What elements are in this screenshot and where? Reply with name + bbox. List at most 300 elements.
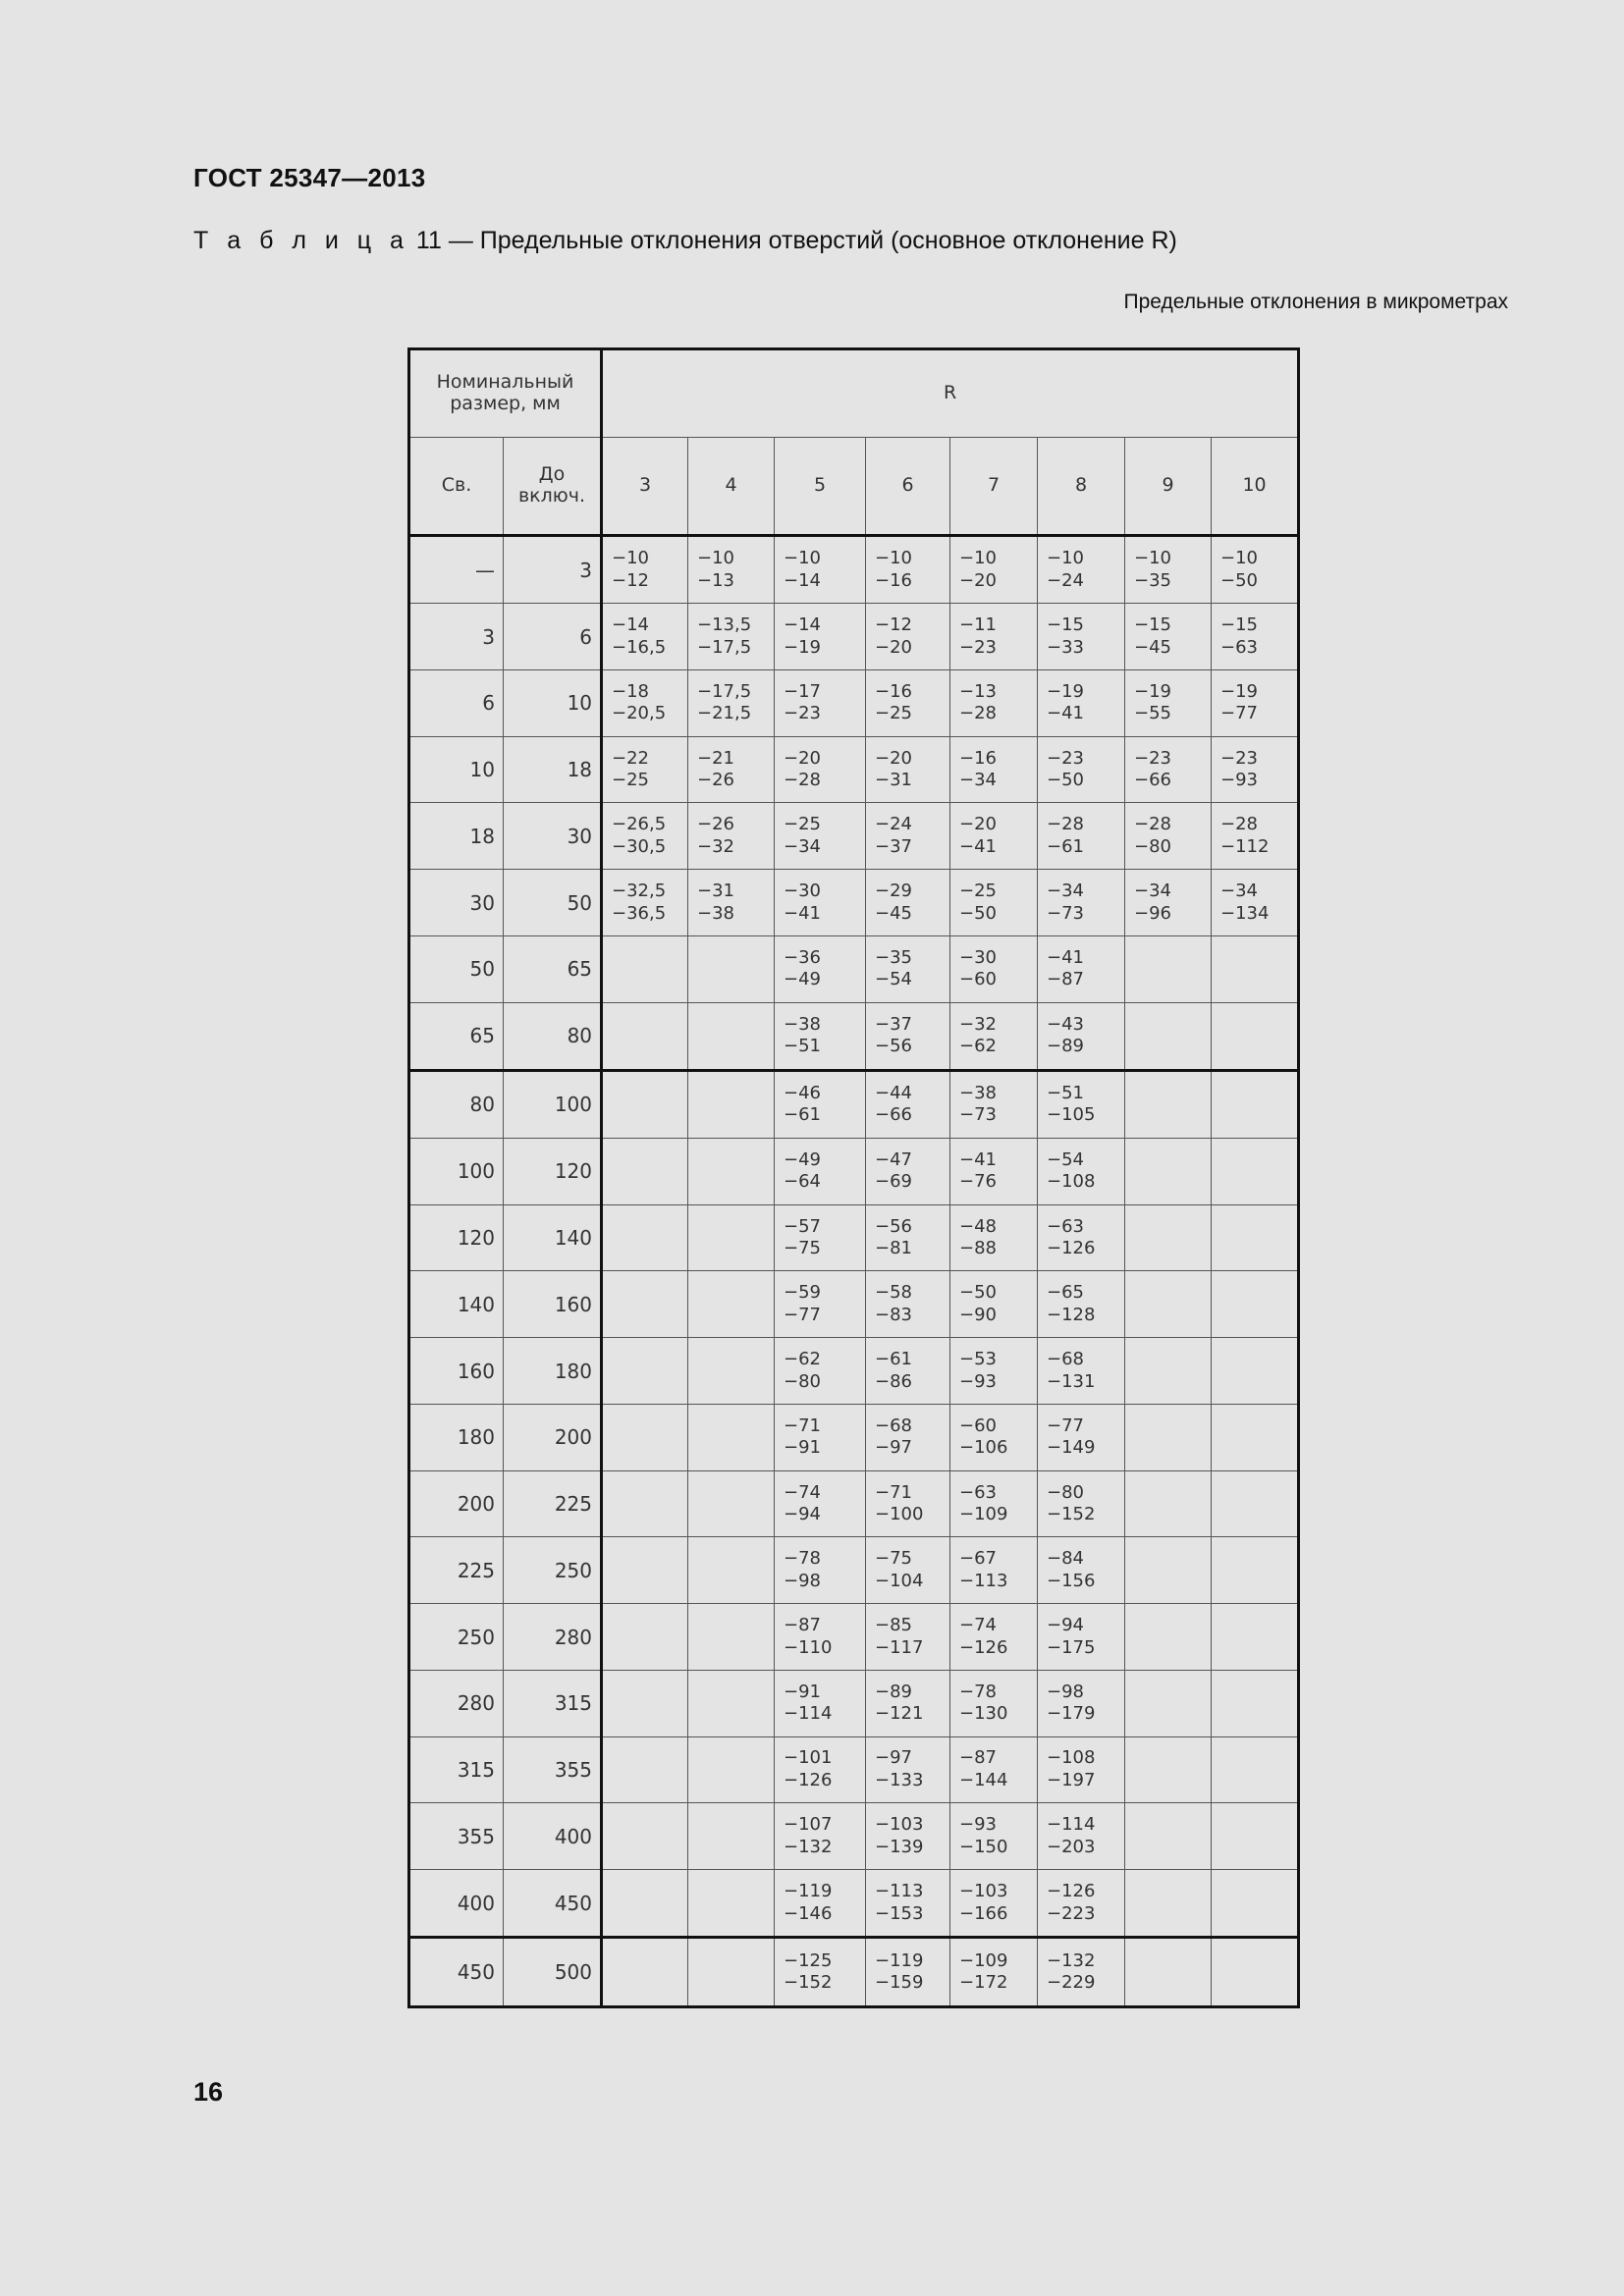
lower-deviation: −45 <box>875 902 913 924</box>
upper-deviation: −109 <box>959 1949 1008 1971</box>
lower-deviation: −128 <box>1047 1304 1096 1325</box>
table-row <box>409 1139 1299 1205</box>
deviation-cell <box>866 1404 950 1470</box>
lower-deviation: −80 <box>784 1370 822 1392</box>
deviation-cell <box>1125 1870 1212 1938</box>
lower-deviation: −114 <box>784 1703 833 1725</box>
deviation-cell <box>602 1338 688 1405</box>
upper-deviation: −98 <box>1047 1681 1085 1702</box>
table-row <box>409 870 1299 936</box>
size-upto-cell: 200 <box>504 1404 602 1470</box>
upper-deviation: −15 <box>1220 614 1259 636</box>
upper-deviation: −37 <box>875 1013 913 1035</box>
deviation-cell <box>866 803 950 870</box>
size-over-cell: 200 <box>409 1470 504 1537</box>
deviation-cell <box>775 1938 866 2007</box>
deviation-cell <box>1212 736 1299 803</box>
deviation-cell <box>688 1070 775 1138</box>
upper-deviation: −126 <box>1047 1881 1096 1902</box>
upper-deviation: −125 <box>784 1949 833 1971</box>
deviation-cell <box>950 935 1038 1002</box>
deviation-cell <box>1125 1803 1212 1870</box>
deviation-cell <box>1125 669 1212 736</box>
upper-deviation: −60 <box>959 1415 998 1436</box>
upper-deviation: −74 <box>959 1615 998 1636</box>
upper-deviation: −15 <box>1134 614 1172 636</box>
lower-deviation: −55 <box>1134 703 1172 724</box>
deviation-cell <box>775 1670 866 1736</box>
size-over-cell: 3 <box>409 604 504 670</box>
deviation-cell <box>1038 1204 1125 1271</box>
upper-deviation: −50 <box>959 1282 998 1304</box>
lower-deviation: −117 <box>875 1636 924 1658</box>
deviation-cell <box>950 1537 1038 1604</box>
lower-deviation: −66 <box>1134 770 1172 791</box>
deviation-cell <box>866 1537 950 1604</box>
deviation-cell <box>1038 935 1125 1002</box>
deviation-cell <box>1125 1204 1212 1271</box>
deviation-cell <box>1212 1870 1299 1938</box>
lower-deviation: −139 <box>875 1836 924 1857</box>
deviation-cell <box>950 1870 1038 1938</box>
document-code: ГОСТ 25347—2013 <box>193 163 426 192</box>
deviation-cell <box>1038 870 1125 936</box>
lower-deviation: −60 <box>959 969 998 990</box>
deviation-cell <box>1212 1670 1299 1736</box>
lower-deviation: −20 <box>959 569 998 591</box>
lower-deviation: −133 <box>875 1769 924 1790</box>
deviation-cell <box>1038 1338 1125 1405</box>
upper-deviation: −13 <box>959 680 998 702</box>
lower-deviation: −132 <box>784 1836 833 1857</box>
lower-deviation: −41 <box>959 835 998 857</box>
deviation-cell <box>1125 1271 1212 1338</box>
deviation-cell <box>775 1002 866 1070</box>
upper-deviation: −10 <box>1134 548 1172 569</box>
deviation-cell <box>602 1271 688 1338</box>
deviation-cell <box>688 1139 775 1205</box>
upper-deviation: −10 <box>697 548 735 569</box>
lower-deviation: −86 <box>875 1370 913 1392</box>
size-over-cell: 10 <box>409 736 504 803</box>
grade-header: 4 <box>688 438 775 536</box>
deviation-cell <box>602 1470 688 1537</box>
lower-deviation: −144 <box>959 1769 1008 1790</box>
deviation-cell <box>866 870 950 936</box>
upper-deviation: −10 <box>612 548 650 569</box>
size-over-cell: 18 <box>409 803 504 870</box>
deviation-cell <box>1038 604 1125 670</box>
lower-deviation: −150 <box>959 1836 1008 1857</box>
deviation-cell <box>1125 1670 1212 1736</box>
size-over-cell: 355 <box>409 1803 504 1870</box>
deviation-cell <box>602 803 688 870</box>
table-row <box>409 1002 1299 1070</box>
deviation-cell <box>866 1204 950 1271</box>
deviation-cell <box>775 536 866 604</box>
lower-deviation: −104 <box>875 1570 924 1591</box>
lower-deviation: −73 <box>959 1104 998 1126</box>
table-row <box>409 1404 1299 1470</box>
deviation-cell <box>866 1271 950 1338</box>
deviation-cell <box>1125 536 1212 604</box>
upper-deviation: −63 <box>1047 1215 1085 1237</box>
deviation-cell <box>775 1139 866 1205</box>
upper-deviation: −62 <box>784 1349 822 1370</box>
deviation-cell <box>1212 1736 1299 1803</box>
lower-deviation: −110 <box>784 1636 833 1658</box>
upper-deviation: −46 <box>784 1082 822 1103</box>
upper-deviation: −10 <box>784 548 822 569</box>
table-row <box>409 1604 1299 1671</box>
deviation-cell <box>1038 1537 1125 1604</box>
lower-deviation: −172 <box>959 1972 1008 1994</box>
deviation-cell <box>775 803 866 870</box>
deviation-cell <box>1125 935 1212 1002</box>
deviation-group-header: R <box>602 349 1299 438</box>
lower-deviation: −17,5 <box>697 636 752 658</box>
deviation-cell <box>775 1204 866 1271</box>
deviation-cell <box>1212 1470 1299 1537</box>
lower-deviation: −159 <box>875 1972 924 1994</box>
lower-deviation: −73 <box>1047 902 1085 924</box>
upper-deviation: −114 <box>1047 1814 1096 1836</box>
table-row <box>409 1204 1299 1271</box>
deviation-cell <box>1125 870 1212 936</box>
size-over-cell: 180 <box>409 1404 504 1470</box>
deviation-cell <box>602 1404 688 1470</box>
upper-deviation: −47 <box>875 1148 913 1170</box>
deviation-cell <box>950 1338 1038 1405</box>
upper-deviation: −54 <box>1047 1148 1085 1170</box>
deviation-cell <box>866 736 950 803</box>
upper-deviation: −61 <box>875 1349 913 1370</box>
size-upto-cell: 280 <box>504 1604 602 1671</box>
deviation-cell <box>775 1070 866 1138</box>
upper-deviation: −21 <box>697 747 735 769</box>
deviation-cell <box>950 1204 1038 1271</box>
size-over-cell: 140 <box>409 1271 504 1338</box>
upper-deviation: −20 <box>875 747 913 769</box>
deviation-cell <box>1212 604 1299 670</box>
upper-deviation: −14 <box>612 614 650 636</box>
deviation-cell <box>950 536 1038 604</box>
upper-deviation: −85 <box>875 1615 913 1636</box>
upper-deviation: −101 <box>784 1747 833 1769</box>
upper-deviation: −87 <box>784 1615 822 1636</box>
deviation-cell <box>1212 870 1299 936</box>
lower-deviation: −91 <box>784 1437 822 1459</box>
deviation-cell <box>688 1870 775 1938</box>
deviation-cell <box>1212 1338 1299 1405</box>
lower-deviation: −75 <box>784 1238 822 1259</box>
upper-deviation: −30 <box>784 881 822 901</box>
upper-deviation: −14 <box>784 614 822 636</box>
grade-header: 7 <box>950 438 1038 536</box>
upper-deviation: −93 <box>959 1814 998 1836</box>
lower-deviation: −83 <box>875 1304 913 1325</box>
upper-deviation: −113 <box>875 1881 924 1902</box>
lower-deviation: −152 <box>784 1972 833 1994</box>
upper-deviation: −34 <box>1220 881 1259 901</box>
upper-deviation: −57 <box>784 1215 822 1237</box>
deviation-cell <box>866 1338 950 1405</box>
deviation-cell <box>602 1604 688 1671</box>
deviation-cell <box>1125 1139 1212 1205</box>
lower-deviation: −37 <box>875 835 913 857</box>
size-over-cell: 315 <box>409 1736 504 1803</box>
upper-deviation: −22 <box>612 747 650 769</box>
deviation-cell <box>602 870 688 936</box>
deviation-cell <box>602 935 688 1002</box>
size-upto-cell: 65 <box>504 935 602 1002</box>
lower-deviation: −35 <box>1134 569 1172 591</box>
upper-deviation: −18 <box>612 680 650 702</box>
size-over-cell: 280 <box>409 1670 504 1736</box>
lower-deviation: −34 <box>959 770 998 791</box>
deviation-cell <box>775 1537 866 1604</box>
deviation-cell <box>688 935 775 1002</box>
size-upto-cell: 180 <box>504 1338 602 1405</box>
upper-deviation: −36 <box>784 946 822 968</box>
upper-deviation: −16 <box>959 747 998 769</box>
lower-deviation: −28 <box>784 770 822 791</box>
deviation-cell <box>950 1938 1038 2007</box>
deviation-cell <box>775 669 866 736</box>
lower-deviation: −77 <box>1220 703 1259 724</box>
lower-deviation: −153 <box>875 1902 924 1924</box>
upper-deviation: −51 <box>1047 1082 1085 1103</box>
lower-deviation: −121 <box>875 1703 924 1725</box>
upper-deviation: −26 <box>697 814 735 835</box>
upper-deviation: −20 <box>959 814 998 835</box>
deviation-cell <box>1212 1803 1299 1870</box>
upper-deviation: −56 <box>875 1215 913 1237</box>
lower-deviation: −30,5 <box>612 835 667 857</box>
upper-deviation: −31 <box>697 881 735 901</box>
deviation-cell <box>1038 1870 1125 1938</box>
lower-deviation: −24 <box>1047 569 1085 591</box>
upper-deviation: −103 <box>875 1814 924 1836</box>
deviation-cell <box>1038 536 1125 604</box>
size-upto-cell: 10 <box>504 669 602 736</box>
size-upto-cell: 100 <box>504 1070 602 1138</box>
lower-deviation: −25 <box>612 770 650 791</box>
deviation-cell <box>1212 803 1299 870</box>
deviation-cell <box>1125 1070 1212 1138</box>
lower-deviation: −20,5 <box>612 703 667 724</box>
lower-deviation: −126 <box>784 1769 833 1790</box>
upper-deviation: −44 <box>875 1082 913 1103</box>
upper-deviation: −53 <box>959 1349 998 1370</box>
deviation-cell <box>602 536 688 604</box>
size-upto-cell: 500 <box>504 1938 602 2007</box>
deviation-cell <box>866 1604 950 1671</box>
deviation-cell <box>1038 1736 1125 1803</box>
lower-deviation: −98 <box>784 1570 822 1591</box>
upper-deviation: −107 <box>784 1814 833 1836</box>
deviation-cell <box>950 1139 1038 1205</box>
upper-deviation: −13,5 <box>697 614 752 636</box>
lower-deviation: −80 <box>1134 835 1172 857</box>
deviation-cell <box>1125 736 1212 803</box>
upper-deviation: −89 <box>875 1681 913 1702</box>
lower-deviation: −14 <box>784 569 822 591</box>
deviation-cell <box>950 1736 1038 1803</box>
deviation-cell <box>1038 1139 1125 1205</box>
deviation-cell <box>602 1204 688 1271</box>
deviation-cell <box>688 536 775 604</box>
size-upto-cell: 120 <box>504 1139 602 1205</box>
upper-deviation: −78 <box>784 1548 822 1570</box>
lower-deviation: −54 <box>875 969 913 990</box>
upper-deviation: −10 <box>1047 548 1085 569</box>
lower-deviation: −36,5 <box>612 902 667 924</box>
over-column-header: Св. <box>409 438 504 536</box>
deviation-cell <box>775 604 866 670</box>
deviation-cell <box>1212 1938 1299 2007</box>
deviation-cell <box>1125 1470 1212 1537</box>
deviation-cell <box>602 1870 688 1938</box>
deviation-cell <box>1038 1271 1125 1338</box>
deviation-cell <box>602 1070 688 1138</box>
upper-deviation: −19 <box>1220 680 1259 702</box>
deviation-cell <box>950 1604 1038 1671</box>
deviation-cell <box>775 935 866 1002</box>
size-upto-cell: 225 <box>504 1470 602 1537</box>
size-over-cell: 450 <box>409 1938 504 2007</box>
deviation-cell <box>950 669 1038 736</box>
deviation-cell <box>1212 1139 1299 1205</box>
deviation-cell <box>866 1870 950 1938</box>
upper-deviation: −17,5 <box>697 680 752 702</box>
deviation-cell <box>688 1470 775 1537</box>
size-upto-cell: 250 <box>504 1537 602 1604</box>
lower-deviation: −229 <box>1047 1972 1096 1994</box>
upper-deviation: −119 <box>784 1881 833 1902</box>
lower-deviation: −50 <box>959 902 998 924</box>
lower-deviation: −113 <box>959 1570 1008 1591</box>
lower-deviation: −41 <box>1047 703 1085 724</box>
lower-deviation: −203 <box>1047 1836 1096 1857</box>
upper-deviation: −28 <box>1134 814 1172 835</box>
deviation-cell <box>688 736 775 803</box>
lower-deviation: −130 <box>959 1703 1008 1725</box>
deviation-cell <box>1212 1002 1299 1070</box>
deviation-cell <box>1212 935 1299 1002</box>
lower-deviation: −106 <box>959 1437 1008 1459</box>
deviation-cell <box>1212 1271 1299 1338</box>
upper-deviation: −29 <box>875 881 913 901</box>
size-upto-cell: 400 <box>504 1803 602 1870</box>
lower-deviation: −50 <box>1047 770 1085 791</box>
table-caption <box>193 227 1177 255</box>
upper-deviation: −58 <box>875 1282 913 1304</box>
deviation-cell <box>775 1404 866 1470</box>
lower-deviation: −166 <box>959 1902 1008 1924</box>
deviation-cell <box>775 1338 866 1405</box>
size-upto-cell: 6 <box>504 604 602 670</box>
upper-deviation: −78 <box>959 1681 998 1702</box>
deviation-cell <box>1038 803 1125 870</box>
lower-deviation: −81 <box>875 1238 913 1259</box>
upper-deviation: −28 <box>1220 814 1259 835</box>
grade-header: 10 <box>1212 438 1299 536</box>
lower-deviation: −223 <box>1047 1902 1096 1924</box>
upper-deviation: −28 <box>1047 814 1085 835</box>
lower-deviation: −131 <box>1047 1370 1096 1392</box>
deviation-cell <box>688 669 775 736</box>
deviation-cell <box>602 736 688 803</box>
upper-deviation: −17 <box>784 680 822 702</box>
deviation-cell <box>866 536 950 604</box>
nominal-size-header: Номинальный размер, мм <box>409 349 602 438</box>
upper-deviation: −119 <box>875 1949 924 1971</box>
deviation-cell <box>1125 604 1212 670</box>
lower-deviation: −26 <box>697 770 735 791</box>
deviation-cell <box>1038 1470 1125 1537</box>
deviation-cell <box>688 604 775 670</box>
size-over-cell: 30 <box>409 870 504 936</box>
deviation-cell <box>1212 1537 1299 1604</box>
deviation-cell <box>1125 1404 1212 1470</box>
lower-deviation: −108 <box>1047 1171 1096 1193</box>
deviation-cell <box>775 1803 866 1870</box>
upper-deviation: −91 <box>784 1681 822 1702</box>
deviation-cell <box>1125 1938 1212 2007</box>
upper-deviation: −38 <box>784 1013 822 1035</box>
upper-deviation: −59 <box>784 1282 822 1304</box>
lower-deviation: −23 <box>784 703 822 724</box>
deviation-cell <box>866 1803 950 1870</box>
upper-deviation: −63 <box>959 1481 998 1503</box>
deviation-cell <box>688 1736 775 1803</box>
lower-deviation: −21,5 <box>697 703 752 724</box>
deviation-cell <box>775 1736 866 1803</box>
upper-deviation: −41 <box>959 1148 998 1170</box>
lower-deviation: −105 <box>1047 1104 1096 1126</box>
lower-deviation: −96 <box>1134 902 1172 924</box>
lower-deviation: −109 <box>959 1504 1008 1525</box>
lower-deviation: −76 <box>959 1171 998 1193</box>
upper-deviation: −34 <box>1047 881 1085 901</box>
upper-deviation: −84 <box>1047 1548 1085 1570</box>
size-upto-cell: 140 <box>504 1204 602 1271</box>
table-row <box>409 736 1299 803</box>
table-row <box>409 1537 1299 1604</box>
deviation-cell <box>866 1670 950 1736</box>
deviation-cell <box>775 1870 866 1938</box>
lower-deviation: −25 <box>875 703 913 724</box>
deviation-cell <box>866 669 950 736</box>
lower-deviation: −69 <box>875 1171 913 1193</box>
lower-deviation: −19 <box>784 636 822 658</box>
deviation-cell <box>1125 1604 1212 1671</box>
deviation-cell <box>950 1803 1038 1870</box>
lower-deviation: −56 <box>875 1036 913 1057</box>
upper-deviation: −34 <box>1134 881 1172 901</box>
deviation-cell <box>602 1670 688 1736</box>
lower-deviation: −93 <box>1220 770 1259 791</box>
deviation-cell <box>688 803 775 870</box>
lower-deviation: −66 <box>875 1104 913 1126</box>
lower-deviation: −126 <box>1047 1238 1096 1259</box>
deviation-cell <box>1125 1736 1212 1803</box>
deviation-cell <box>866 1736 950 1803</box>
deviation-cell <box>602 1736 688 1803</box>
lower-deviation: −16 <box>875 569 913 591</box>
table-row <box>409 1070 1299 1138</box>
